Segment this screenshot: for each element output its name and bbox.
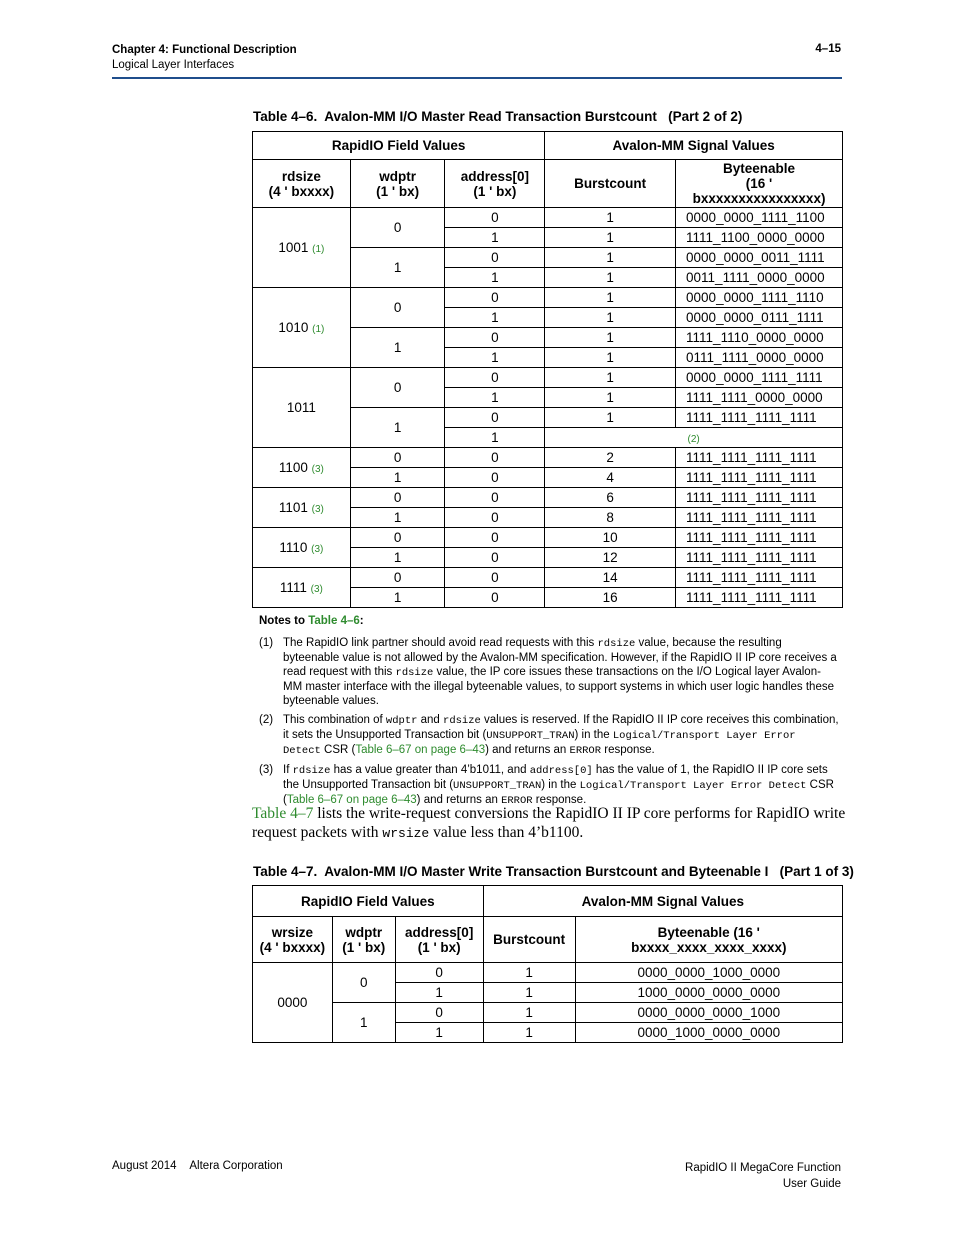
body-paragraph: Table 4–7 lists the write-request conversions the RapidIO II IP core performs for RapidIO write request packets with wrsize value less than 4’b1100. xyxy=(252,805,846,841)
table-notes xyxy=(259,636,839,813)
page-footer-right xyxy=(685,1160,841,1192)
address-cell: 0 xyxy=(445,588,545,608)
rdsize-cell: 1110 (3) xyxy=(253,528,351,568)
rdsize-cell: 1011 xyxy=(253,368,351,448)
wdptr-cell: 1 xyxy=(332,1003,395,1043)
address-cell: 1 xyxy=(445,388,545,408)
burstcount-cell: 14 xyxy=(545,568,676,588)
col-header-byteenable: Byteenable (16 ' bxxxxxxxxxxxxxxxx) xyxy=(676,160,843,208)
address-cell: 0 xyxy=(445,328,545,348)
wdptr-cell: 0 xyxy=(350,368,445,408)
burstcount-cell: 1 xyxy=(545,268,676,288)
table-row xyxy=(253,963,843,983)
section-title: Logical Layer Interfaces xyxy=(112,59,235,71)
note-link[interactable]: (3) xyxy=(311,544,324,555)
group-header-rapidio: RapidIO Field Values xyxy=(253,132,545,160)
burstcount-cell: 1 xyxy=(545,308,676,328)
address-cell: 0 xyxy=(445,528,545,548)
note-link[interactable]: (3) xyxy=(311,464,324,475)
table-6-67-link[interactable]: Table 6–67 on page 6–43 xyxy=(286,794,417,806)
note-1: (1) The RapidIO link partner should avoid read requests with this rdsize value, because the resulting byteenable value is not allowed by the Avalon-MM specification. However, if the RapidIO II IP core receives a read request with this rdsize value, the IP core issues these transactions on the I/O Logical layer Avalon-MM master interface with the illegal byteenable values, to support systems in which user logic handles these byteenable values. xyxy=(259,637,837,707)
byteenable-cell: 1111_1111_1111_1111 xyxy=(676,588,843,608)
burstcount-cell: 10 xyxy=(545,528,676,548)
byteenable-cell: 0000_0000_0011_1111 xyxy=(676,248,843,268)
table-row xyxy=(253,208,843,228)
wdptr-cell: 0 xyxy=(350,288,445,328)
chapter-title: Chapter 4: Functional Description xyxy=(112,44,297,56)
byteenable-cell: 0011_1111_0000_0000 xyxy=(676,268,843,288)
burstcount-cell: 1 xyxy=(483,1023,575,1043)
table-row xyxy=(253,1003,843,1023)
col-header-byteenable: Byteenable (16 ' bxxxx_xxxx_xxxx_xxxx) xyxy=(575,917,842,963)
wdptr-cell: 1 xyxy=(350,408,445,448)
footer-doc-title: RapidIO II MegaCore Function xyxy=(685,1162,841,1174)
byteenable-cell: 0000_0000_1111_1111 xyxy=(676,368,843,388)
byteenable-cell: 1111_1111_1111_1111 xyxy=(676,508,843,528)
address-cell: 0 xyxy=(445,448,545,468)
wrsize-cell: 0000 xyxy=(253,963,333,1043)
burstcount-cell: 1 xyxy=(545,328,676,348)
rdsize-cell: 1100 (3) xyxy=(253,448,351,488)
address-cell: 1 xyxy=(445,268,545,288)
page-number: 4–15 xyxy=(815,43,841,55)
table-4-7-link[interactable]: Table 4–7 xyxy=(252,805,314,822)
address-cell: 1 xyxy=(395,983,483,1003)
wdptr-cell: 1 xyxy=(350,588,445,608)
burstcount-cell: 1 xyxy=(545,208,676,228)
byteenable-cell: 0000_0000_1111_1100 xyxy=(676,208,843,228)
wdptr-cell: 0 xyxy=(350,528,445,548)
wdptr-cell: 0 xyxy=(350,488,445,508)
byteenable-cell: 1111_1110_0000_0000 xyxy=(676,328,843,348)
page-footer-left xyxy=(112,1160,283,1172)
address-cell: 0 xyxy=(445,248,545,268)
byteenable-cell: 1111_1111_1111_1111 xyxy=(676,488,843,508)
address-cell: 0 xyxy=(445,488,545,508)
col-header-wdptr: wdptr (1 ' bx) xyxy=(332,917,395,963)
wdptr-cell: 0 xyxy=(350,208,445,248)
note-link[interactable]: (2) xyxy=(687,434,700,445)
group-header-avalon: Avalon-MM Signal Values xyxy=(545,132,843,160)
address-cell: 1 xyxy=(445,308,545,328)
reserved-cell xyxy=(545,428,843,448)
group-header-rapidio: RapidIO Field Values xyxy=(253,886,484,917)
header-rule xyxy=(112,77,842,79)
address-cell: 0 xyxy=(445,548,545,568)
wdptr-cell: 0 xyxy=(350,568,445,588)
address-cell: 0 xyxy=(445,508,545,528)
address-cell: 0 xyxy=(445,468,545,488)
table-row xyxy=(253,528,843,548)
wdptr-cell: 1 xyxy=(350,248,445,288)
burstcount-cell: 1 xyxy=(545,248,676,268)
byteenable-cell: 0000_0000_1000_0000 xyxy=(575,963,842,983)
col-header-address: address[0] (1 ' bx) xyxy=(445,160,545,208)
burstcount-cell: 1 xyxy=(545,368,676,388)
note-link[interactable]: (1) xyxy=(312,244,325,255)
footer-date: August 2014 xyxy=(112,1160,177,1172)
burstcount-cell: 1 xyxy=(545,288,676,308)
byteenable-cell: 1111_1111_1111_1111 xyxy=(676,448,843,468)
burstcount-cell: 1 xyxy=(483,983,575,1003)
burstcount-cell: 1 xyxy=(545,408,676,428)
burstcount-cell: 16 xyxy=(545,588,676,608)
address-cell: 0 xyxy=(395,963,483,983)
table-row xyxy=(253,368,843,388)
address-cell: 1 xyxy=(445,428,545,448)
address-cell: 0 xyxy=(445,368,545,388)
table-row xyxy=(253,568,843,588)
burstcount-cell: 2 xyxy=(545,448,676,468)
burstcount-cell: 4 xyxy=(545,468,676,488)
byteenable-cell: 1111_1100_0000_0000 xyxy=(676,228,843,248)
burstcount-cell: 1 xyxy=(483,963,575,983)
group-header-avalon: Avalon-MM Signal Values xyxy=(483,886,842,917)
table-4-6 xyxy=(252,131,843,608)
col-header-rdsize: rdsize (4 ' bxxxx) xyxy=(253,160,351,208)
byteenable-cell: 1111_1111_1111_1111 xyxy=(676,548,843,568)
address-cell: 0 xyxy=(445,408,545,428)
byteenable-cell: 0000_0000_0111_1111 xyxy=(676,308,843,328)
rdsize-cell: 1001 (1) xyxy=(253,208,351,288)
footer-doc-subtitle: User Guide xyxy=(782,1178,841,1190)
footer-company: Altera Corporation xyxy=(189,1160,283,1172)
rdsize-cell: 1010 (1) xyxy=(253,288,351,368)
col-header-burstcount: Burstcount xyxy=(545,160,676,208)
byteenable-cell: 1000_0000_0000_0000 xyxy=(575,983,842,1003)
table-row xyxy=(253,488,843,508)
byteenable-cell: 0000_0000_1111_1110 xyxy=(676,288,843,308)
table-6-67-link[interactable]: Table 6–67 on page 6–43 xyxy=(355,744,486,756)
page-header xyxy=(112,43,297,73)
notes-title: Notes to Table 4–6: xyxy=(259,615,364,627)
byteenable-cell: 0000_1000_0000_0000 xyxy=(575,1023,842,1043)
burstcount-cell: 1 xyxy=(545,348,676,368)
wdptr-cell: 0 xyxy=(350,448,445,468)
rdsize-cell: 1111 (3) xyxy=(253,568,351,608)
table-row xyxy=(253,448,843,468)
burstcount-cell: 1 xyxy=(545,228,676,248)
burstcount-cell: 12 xyxy=(545,548,676,568)
note-3: (3) If rdsize has a value greater than 4’b1011, and address[0] has the value of 1, the RapidIO II IP core sets the Unsupported Transaction bit (UNSUPPORT_TRAN) in the Logical/Transport Layer Error Detect CSR (Table 6–67 on page 6–43) and returns an ERROR response. xyxy=(259,764,834,807)
address-cell: 0 xyxy=(445,208,545,228)
col-header-burstcount: Burstcount xyxy=(483,917,575,963)
col-header-address: address[0] (1 ' bx) xyxy=(395,917,483,963)
note-2: (2) This combination of wdptr and rdsize values is reserved. If the RapidIO II IP core receives this combination, it sets the Unsupported Transaction bit (UNSUPPORT_TRAN) in the Logical/Transport Layer Error Detect CSR (Table 6–67 on page 6–43) and returns an ERROR response. xyxy=(259,714,839,757)
note-link[interactable]: (3) xyxy=(311,504,324,515)
address-cell: 0 xyxy=(445,288,545,308)
wdptr-cell: 1 xyxy=(350,328,445,368)
table-4-6-link[interactable]: Table 4–6 xyxy=(308,615,360,627)
address-cell: 1 xyxy=(445,228,545,248)
note-link[interactable]: (1) xyxy=(312,324,325,335)
rdsize-cell: 1101 (3) xyxy=(253,488,351,528)
table-4-7 xyxy=(252,885,843,1043)
address-cell: 1 xyxy=(445,348,545,368)
address-cell: 1 xyxy=(395,1023,483,1043)
address-cell: 0 xyxy=(395,1003,483,1023)
burstcount-cell: 6 xyxy=(545,488,676,508)
table-4-7-caption: Table 4–7. Avalon-MM I/O Master Write Transaction Burstcount and Byteenable I (Part 1 of 3) xyxy=(253,864,854,879)
col-header-wrsize: wrsize (4 ' bxxxx) xyxy=(253,917,333,963)
wdptr-cell: 0 xyxy=(332,963,395,1003)
wdptr-cell: 1 xyxy=(350,468,445,488)
byteenable-cell: 0111_1111_0000_0000 xyxy=(676,348,843,368)
burstcount-cell: 1 xyxy=(483,1003,575,1023)
byteenable-cell: 0000_0000_0000_1000 xyxy=(575,1003,842,1023)
wdptr-cell: 1 xyxy=(350,508,445,528)
byteenable-cell: 1111_1111_1111_1111 xyxy=(676,568,843,588)
address-cell: 0 xyxy=(445,568,545,588)
byteenable-cell: 1111_1111_1111_1111 xyxy=(676,408,843,428)
burstcount-cell: 8 xyxy=(545,508,676,528)
col-header-wdptr: wdptr (1 ' bx) xyxy=(350,160,445,208)
byteenable-cell: 1111_1111_0000_0000 xyxy=(676,388,843,408)
wdptr-cell: 1 xyxy=(350,548,445,568)
burstcount-cell: 1 xyxy=(545,388,676,408)
byteenable-cell: 1111_1111_1111_1111 xyxy=(676,528,843,548)
table-4-6-caption: Table 4–6. Avalon-MM I/O Master Read Transaction Burstcount (Part 2 of 2) xyxy=(253,109,743,124)
table-row xyxy=(253,288,843,308)
note-link[interactable]: (3) xyxy=(310,584,323,595)
byteenable-cell: 1111_1111_1111_1111 xyxy=(676,468,843,488)
